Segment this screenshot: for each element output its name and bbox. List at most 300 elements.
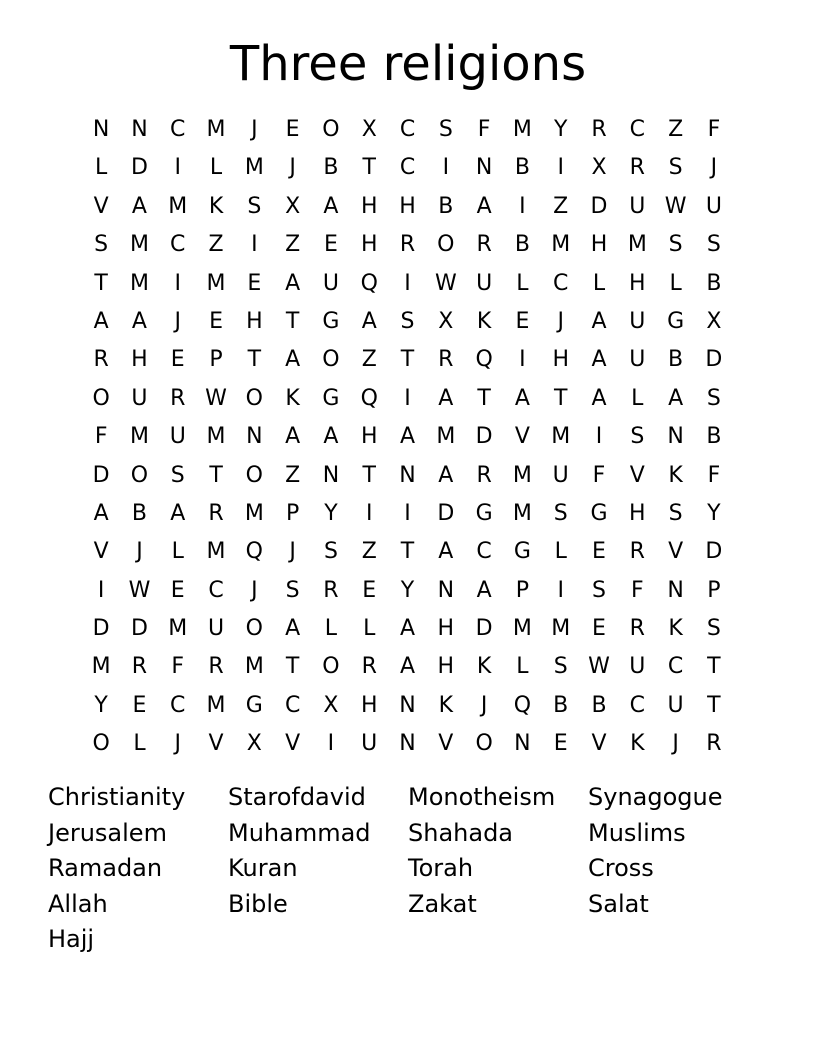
- grid-letter: W: [588, 654, 610, 680]
- grid-letter: N: [322, 462, 340, 488]
- grid-letter: Q: [513, 692, 532, 718]
- grid-letter: S: [94, 232, 109, 258]
- word-list-item: Christianity: [48, 783, 186, 811]
- grid-letter: M: [244, 654, 264, 680]
- grid-letter: T: [247, 347, 262, 373]
- grid-letter: V: [208, 731, 224, 757]
- grid-letter: I: [519, 193, 526, 219]
- grid-letter: U: [629, 347, 646, 373]
- grid-letter: C: [629, 692, 645, 718]
- grid-letter: T: [707, 692, 721, 718]
- grid-letter: I: [327, 731, 335, 757]
- grid-letter: Y: [94, 692, 108, 718]
- grid-letter: A: [285, 347, 301, 373]
- grid-letter: R: [476, 462, 492, 488]
- grid-letter: C: [170, 232, 186, 258]
- grid-letter: K: [668, 462, 683, 488]
- grid-letter: A: [170, 500, 186, 526]
- grid-letter: O: [245, 616, 263, 642]
- grid-letter: F: [171, 654, 185, 680]
- grid-letter: T: [477, 385, 491, 411]
- grid-letter: J: [289, 539, 296, 565]
- grid-letter: Z: [361, 539, 377, 565]
- grid-letter: L: [209, 155, 223, 181]
- grid-letter: G: [322, 308, 340, 334]
- grid-letter: D: [92, 462, 110, 488]
- grid-letter: S: [592, 577, 606, 603]
- grid-letter: N: [131, 117, 148, 142]
- grid-letter: A: [476, 577, 492, 603]
- grid-letter: A: [93, 500, 109, 526]
- grid-letter: L: [516, 270, 529, 296]
- grid-letter: J: [557, 308, 564, 334]
- grid-letter: D: [437, 500, 455, 526]
- grid-letter: J: [672, 731, 679, 757]
- grid-letter: A: [93, 308, 109, 334]
- grid-letter: M: [627, 232, 647, 258]
- grid-letter: M: [512, 117, 532, 142]
- grid-letter: M: [206, 424, 226, 450]
- grid-letter: S: [668, 232, 683, 258]
- grid-letter: M: [206, 270, 226, 296]
- grid-letter: A: [438, 462, 454, 488]
- grid-letter: H: [131, 347, 148, 373]
- grid-letter: K: [476, 308, 492, 334]
- grid-letter: R: [323, 577, 339, 603]
- grid-letter: S: [247, 193, 262, 219]
- grid-letter: P: [285, 500, 300, 526]
- word-list-item: Kuran: [228, 854, 298, 882]
- grid-letter: M: [129, 232, 149, 258]
- grid-letter: Y: [324, 500, 338, 526]
- grid-letter: Z: [285, 462, 301, 488]
- grid-letter: C: [553, 270, 569, 296]
- grid-letter: H: [360, 232, 378, 258]
- grid-letter: N: [399, 731, 416, 757]
- grid-letter: H: [360, 424, 378, 450]
- grid-letter: B: [591, 692, 607, 718]
- word-list-item: Torah: [408, 854, 474, 882]
- grid-letter: R: [476, 232, 492, 258]
- grid-letter: S: [553, 500, 568, 526]
- grid-letter: V: [514, 424, 530, 450]
- grid-letter: A: [438, 539, 454, 565]
- grid-letter: A: [285, 424, 301, 450]
- grid-letter: A: [591, 385, 607, 411]
- grid-letter: F: [477, 117, 491, 142]
- grid-letter: S: [706, 616, 721, 642]
- grid-letter: Q: [360, 270, 378, 296]
- grid-letter: R: [629, 155, 645, 181]
- grid-letter: M: [206, 692, 226, 718]
- grid-letter: M: [551, 232, 571, 258]
- grid-letter: A: [399, 654, 416, 680]
- grid-letter: S: [170, 462, 185, 488]
- grid-letter: I: [442, 155, 450, 181]
- grid-letter: K: [668, 616, 683, 642]
- grid-letter: N: [475, 155, 493, 181]
- grid-letter: A: [514, 385, 530, 411]
- grid-letter: C: [284, 692, 301, 718]
- grid-letter: A: [285, 270, 301, 296]
- grid-letter: E: [285, 117, 300, 142]
- grid-letter: T: [553, 385, 568, 411]
- grid-letter: I: [404, 500, 411, 526]
- word-list-item: Muhammad: [228, 818, 371, 847]
- grid-letter: R: [361, 654, 377, 680]
- grid-letter: A: [399, 616, 416, 642]
- word-list-item: Shahada: [408, 818, 514, 847]
- grid-letter: I: [251, 232, 258, 258]
- grid-letter: O: [437, 232, 455, 258]
- word-list-item: Synagogue: [588, 783, 723, 811]
- grid-letter: J: [251, 577, 258, 603]
- grid-letter: M: [512, 616, 532, 642]
- grid-letter: H: [360, 193, 378, 219]
- grid-letter: T: [400, 539, 415, 565]
- grid-letter: O: [322, 654, 340, 680]
- grid-letter: D: [475, 424, 493, 450]
- grid-letter: M: [551, 616, 571, 642]
- grid-letter: B: [438, 193, 454, 219]
- grid-letter: C: [208, 577, 224, 603]
- grid-letter: S: [668, 155, 683, 181]
- grid-letter: Y: [553, 117, 568, 142]
- grid-letter: Y: [400, 577, 415, 603]
- grid-letter: S: [706, 385, 721, 411]
- grid-letter: C: [170, 117, 186, 142]
- grid-letter: U: [131, 385, 148, 411]
- grid-letter: M: [91, 654, 111, 680]
- grid-letter: P: [515, 577, 530, 603]
- grid-letter: D: [475, 616, 493, 642]
- grid-letter: U: [169, 424, 186, 450]
- grid-letter: S: [553, 654, 568, 680]
- grid-letter: R: [706, 731, 722, 757]
- grid-letter: I: [557, 155, 564, 181]
- grid-letter: A: [361, 308, 377, 334]
- grid-letter: D: [130, 616, 148, 642]
- grid-letter: C: [399, 117, 416, 142]
- grid-letter: O: [130, 462, 149, 488]
- word-list-item: Allah: [48, 889, 108, 918]
- grid-letter: N: [667, 424, 684, 450]
- grid-letter: R: [629, 616, 645, 642]
- grid-letter: F: [707, 462, 721, 488]
- grid-letter: R: [629, 539, 645, 565]
- grid-letter: L: [631, 385, 644, 411]
- grid-letter: W: [128, 577, 151, 603]
- grid-letter: W: [205, 385, 227, 411]
- grid-letter: H: [590, 232, 608, 258]
- grid-letter: E: [170, 347, 185, 373]
- grid-letter: A: [591, 308, 607, 334]
- grid-letter: X: [246, 731, 262, 757]
- grid-letter: W: [434, 270, 457, 296]
- grid-letter: J: [289, 155, 296, 181]
- grid-letter: O: [245, 462, 263, 488]
- grid-letter: H: [437, 654, 455, 680]
- grid-letter: S: [706, 232, 721, 258]
- grid-letter: K: [285, 385, 300, 411]
- grid-letter: D: [92, 616, 110, 642]
- grid-letter: I: [174, 270, 181, 296]
- grid-letter: A: [323, 193, 339, 219]
- grid-letter: E: [515, 308, 530, 334]
- grid-letter: J: [136, 539, 143, 565]
- grid-letter: F: [630, 577, 644, 603]
- grid-letter: C: [476, 539, 492, 565]
- grid-letter: X: [438, 308, 454, 334]
- grid-letter: M: [168, 616, 188, 642]
- grid-letter: R: [591, 117, 607, 142]
- grid-letter: G: [475, 500, 493, 526]
- grid-letter: A: [668, 385, 684, 411]
- grid-letter: Q: [360, 385, 378, 411]
- grid-letter: T: [285, 654, 300, 680]
- grid-letter: L: [133, 731, 146, 757]
- grid-letter: O: [475, 731, 493, 757]
- grid-letter: U: [705, 193, 722, 219]
- grid-letter: D: [590, 193, 608, 219]
- grid-letter: L: [669, 270, 682, 296]
- grid-letter: T: [362, 462, 376, 488]
- grid-letter: M: [551, 424, 571, 450]
- grid-letter: H: [437, 616, 455, 642]
- grid-letter: G: [590, 500, 608, 526]
- grid-letter: H: [360, 692, 378, 718]
- grid-letter: J: [174, 731, 181, 757]
- grid-letter: L: [516, 654, 529, 680]
- grid-letter: A: [323, 424, 339, 450]
- grid-letter: M: [129, 270, 149, 296]
- word-list-item: Jerusalem: [48, 818, 167, 847]
- grid-letter: B: [514, 155, 530, 181]
- grid-letter: K: [630, 731, 645, 757]
- grid-letter: G: [667, 308, 685, 334]
- grid-letter: F: [592, 462, 606, 488]
- grid-letter: B: [706, 424, 722, 450]
- grid-letter: S: [323, 539, 338, 565]
- grid-letter: L: [171, 539, 184, 565]
- grid-letter: I: [97, 577, 105, 603]
- grid-letter: R: [399, 232, 416, 258]
- grid-letter: K: [208, 193, 224, 219]
- grid-letter: A: [131, 193, 147, 219]
- grid-letter: B: [514, 232, 530, 258]
- grid-letter: C: [170, 692, 186, 718]
- grid-letter: J: [251, 117, 258, 142]
- word-list-item: Cross: [588, 854, 654, 882]
- grid-letter: T: [209, 462, 223, 488]
- grid-letter: B: [131, 500, 147, 526]
- grid-letter: I: [595, 424, 603, 450]
- grid-letter: X: [285, 193, 301, 219]
- grid-letter: I: [365, 500, 373, 526]
- word-list-item: Hajj: [48, 925, 95, 953]
- grid-letter: C: [629, 117, 645, 142]
- grid-letter: P: [707, 577, 721, 603]
- grid-letter: I: [174, 155, 181, 181]
- grid-letter: C: [399, 155, 416, 181]
- grid-letter: O: [92, 731, 110, 757]
- grid-letter: A: [591, 347, 607, 373]
- grid-letter: D: [705, 539, 723, 565]
- grid-letter: N: [399, 692, 416, 718]
- word-list-item: Monotheism: [408, 783, 556, 811]
- grid-letter: Z: [668, 117, 684, 142]
- grid-letter: V: [591, 731, 607, 757]
- grid-letter: E: [553, 731, 568, 757]
- grid-letter: D: [705, 347, 723, 373]
- grid-letter: Q: [245, 539, 263, 565]
- grid-letter: A: [476, 193, 492, 219]
- grid-letter: M: [129, 424, 149, 450]
- grid-letter: Z: [285, 232, 301, 258]
- grid-letter: N: [437, 577, 455, 603]
- grid-letter: O: [322, 347, 340, 373]
- grid-letter: X: [323, 692, 339, 718]
- grid-letter: X: [361, 117, 377, 142]
- grid-letter: P: [209, 347, 223, 373]
- grid-letter: M: [206, 539, 226, 565]
- grid-letter: U: [361, 731, 378, 757]
- grid-letter: V: [93, 539, 109, 565]
- grid-letter: R: [131, 654, 148, 680]
- grid-letter: J: [174, 308, 181, 334]
- grid-letter: L: [324, 616, 338, 642]
- grid-letter: M: [168, 193, 188, 219]
- grid-letter: T: [94, 270, 108, 296]
- grid-letter: H: [629, 500, 646, 526]
- grid-letter: B: [323, 155, 339, 181]
- grid-letter: E: [209, 308, 223, 334]
- grid-letter: R: [208, 654, 224, 680]
- grid-letter: K: [476, 654, 492, 680]
- grid-letter: N: [92, 117, 110, 142]
- grid-letter: G: [513, 539, 531, 565]
- grid-letter: T: [400, 347, 415, 373]
- grid-letter: R: [170, 385, 186, 411]
- grid-letter: L: [592, 270, 606, 296]
- grid-letter: N: [399, 462, 416, 488]
- grid-letter: V: [668, 539, 684, 565]
- grid-letter: U: [629, 193, 646, 219]
- grid-letter: S: [668, 500, 683, 526]
- grid-letter: U: [667, 692, 684, 718]
- grid-letter: W: [664, 193, 687, 219]
- grid-letter: M: [436, 424, 456, 450]
- grid-letter: M: [512, 462, 532, 488]
- word-list-item: Ramadan: [48, 854, 163, 882]
- grid-letter: Z: [553, 193, 569, 219]
- grid-letter: H: [246, 308, 263, 334]
- grid-letter: V: [438, 731, 454, 757]
- grid-letter: J: [480, 692, 488, 718]
- grid-letter: N: [667, 577, 684, 603]
- grid-letter: E: [592, 539, 606, 565]
- grid-letter: R: [93, 347, 109, 373]
- grid-letter: C: [667, 654, 684, 680]
- word-list-item: Bible: [228, 889, 288, 918]
- grid-letter: I: [519, 347, 526, 373]
- grid-letter: A: [399, 424, 416, 450]
- grid-letter: H: [629, 270, 646, 296]
- grid-letter: X: [706, 308, 722, 334]
- grid-letter: R: [438, 347, 454, 373]
- grid-letter: S: [285, 577, 300, 603]
- grid-letter: V: [629, 462, 645, 488]
- grid-letter: I: [404, 270, 411, 296]
- grid-letter: U: [552, 462, 569, 488]
- grid-letter: O: [92, 385, 110, 411]
- grid-letter: Z: [361, 347, 377, 373]
- word-list-item: Salat: [588, 889, 649, 918]
- grid-letter: L: [95, 155, 108, 181]
- grid-letter: A: [438, 385, 454, 411]
- grid-letter: L: [554, 539, 567, 565]
- grid-letter: S: [630, 424, 645, 450]
- word-list: [48, 780, 768, 958]
- letter-grid: [82, 111, 733, 764]
- grid-letter: E: [323, 232, 338, 258]
- grid-letter: G: [245, 692, 263, 718]
- grid-letter: S: [438, 117, 453, 142]
- grid-letter: J: [710, 155, 718, 181]
- grid-letter: R: [208, 500, 224, 526]
- grid-letter: I: [557, 577, 564, 603]
- grid-letter: F: [707, 117, 721, 142]
- grid-letter: E: [132, 692, 147, 718]
- word-list-item: Zakat: [408, 889, 477, 918]
- grid-letter: U: [322, 270, 339, 296]
- grid-letter: Y: [707, 500, 721, 526]
- grid-letter: A: [131, 308, 147, 334]
- grid-letter: U: [629, 654, 646, 680]
- grid-letter: I: [404, 385, 411, 411]
- grid-letter: T: [707, 654, 721, 680]
- grid-letter: E: [247, 270, 262, 296]
- grid-letter: X: [591, 155, 607, 181]
- grid-letter: T: [362, 155, 376, 181]
- grid-letter: V: [285, 731, 301, 757]
- grid-letter: M: [512, 500, 532, 526]
- grid-letter: U: [207, 616, 225, 642]
- grid-letter: U: [629, 308, 646, 334]
- grid-letter: E: [592, 616, 606, 642]
- grid-letter: H: [399, 193, 416, 219]
- grid-letter: S: [400, 308, 415, 334]
- grid-letter: M: [244, 500, 264, 526]
- grid-letter: Z: [208, 232, 224, 258]
- grid-letter: E: [170, 577, 185, 603]
- grid-letter: E: [362, 577, 377, 603]
- grid-letter: D: [130, 155, 148, 181]
- grid-letter: M: [206, 117, 226, 142]
- grid-letter: M: [244, 155, 264, 181]
- grid-letter: O: [245, 385, 263, 411]
- grid-letter: N: [246, 424, 263, 450]
- page-title: Three religions: [229, 36, 587, 92]
- word-list-item: Starofdavid: [228, 783, 366, 811]
- grid-letter: U: [476, 270, 493, 296]
- grid-letter: T: [285, 308, 300, 334]
- grid-letter: V: [93, 193, 109, 219]
- grid-letter: N: [514, 731, 531, 757]
- grid-letter: H: [552, 347, 569, 373]
- grid-letter: G: [322, 385, 340, 411]
- grid-letter: Q: [475, 347, 493, 373]
